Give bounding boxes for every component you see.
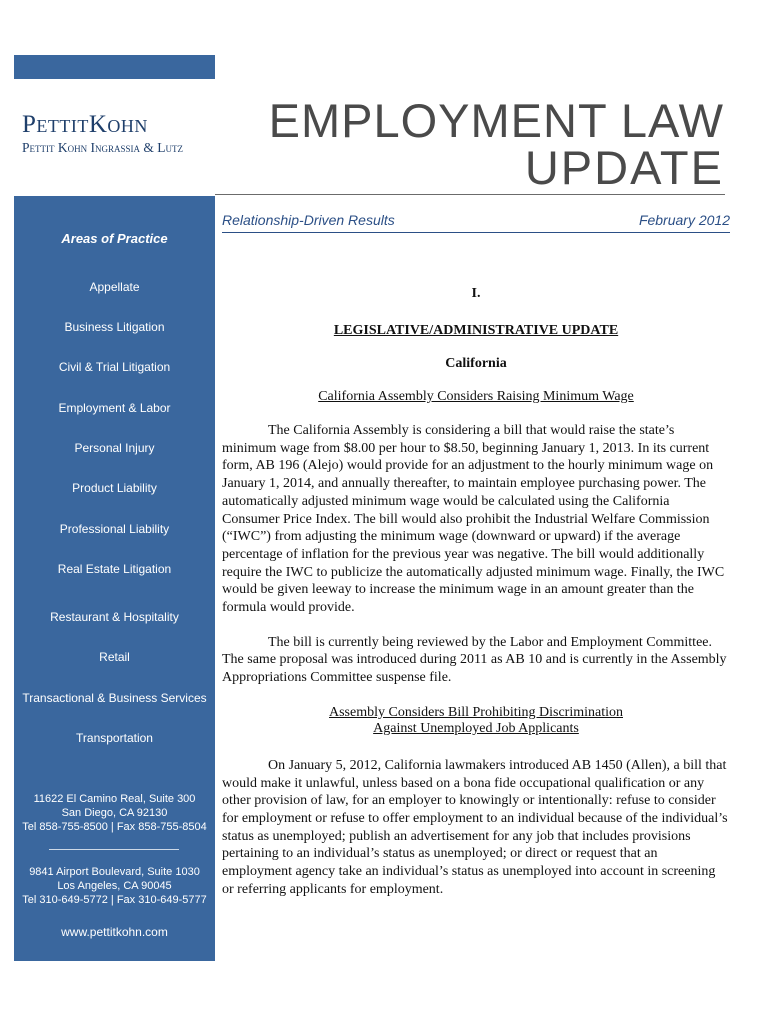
practice-item-business-litigation[interactable]: Business Litigation — [64, 320, 165, 334]
office-los-angeles-city: Los Angeles, CA 90045 — [57, 880, 172, 892]
office-san-diego-street: 11622 El Camino Real, Suite 300 — [33, 793, 196, 805]
newsletter-header-row — [222, 212, 730, 233]
top-accent-bar — [14, 55, 215, 79]
office-san-diego-city: San Diego, CA 92130 — [61, 807, 168, 819]
office-los-angeles-phone: Tel 310-649-5772 | Fax 310-649-5777 — [22, 894, 207, 906]
firm-logo — [22, 112, 212, 156]
article-heading-minimum-wage: California Assembly Considers Raising Minimum Wage — [318, 389, 634, 404]
office-san-diego-phone: Tel 858-755-8500 | Fax 858-755-8504 — [22, 821, 207, 833]
article-paragraph-2: The bill is currently being reviewed by the Labor and Employment Committee. The same proposal was introduced during 2011 as AB 10 and is currently in the Assembly Appropriations Committee suspense file. — [222, 634, 727, 686]
practice-item-restaurant-hospitality[interactable]: Restaurant & Hospitality — [50, 610, 179, 624]
section-title: LEGISLATIVE/ADMINISTRATIVE UPDATE — [333, 323, 619, 338]
practice-item-professional-liability[interactable]: Professional Liability — [59, 522, 170, 536]
logo-sub-text: Pettit Kohn Ingrassia & Lutz — [22, 140, 183, 155]
practice-item-civil-trial-litigation[interactable]: Civil & Trial Litigation — [58, 360, 171, 374]
tagline: Relationship-Driven Results — [222, 212, 395, 228]
article-body — [222, 280, 730, 898]
issue-date: February 2012 — [638, 212, 730, 228]
practice-item-transactional-business[interactable]: Transactional & Business Services — [22, 691, 207, 705]
office-san-diego — [14, 792, 215, 834]
office-divider — [49, 849, 179, 850]
practice-item-appellate[interactable]: Appellate — [89, 280, 140, 294]
practice-item-transportation[interactable]: Transportation — [76, 731, 153, 745]
website-link[interactable]: www.pettitkohn.com — [61, 925, 168, 939]
article-paragraph-1: The California Assembly is considering a bill that would raise the state’s minimum wage from $8.00 per hour to $8.50, beginning January 1, 2013. In its current form, AB 196 (Alejo) would provide for an adjustment to the hourly minimum wage on January 1, 2014, and annually thereafter, to maintain employee purchasing power. The automatically adjusted minimum wage would be calculated using the California Consumer Price Index. The bill would also prohibit the Industrial Welfare Commission (“IWC”) from adjusting the minimum wage (downward or upward) if the average percentage of inflation for the previous year was negative. The bill would additionally require the IWC to publicize the automatically adjusted minimum wage. Finally, the IWC would be given leeway to increase the minimum wage in an amount greater than the formula would provide. — [222, 423, 725, 616]
masthead-title-line2: UPDATE — [524, 141, 724, 194]
masthead-title-line1: EMPLOYMENT LAW — [268, 94, 724, 147]
practice-item-personal-injury[interactable]: Personal Injury — [74, 441, 155, 455]
sidebar-title: Areas of Practice — [61, 231, 168, 246]
logo-main-text: PettitKohn — [22, 111, 148, 138]
practice-item-employment-labor[interactable]: Employment & Labor — [58, 401, 171, 415]
office-los-angeles-street: 9841 Airport Boulevard, Suite 1030 — [29, 866, 200, 878]
masthead-divider — [215, 194, 725, 195]
section-number: I. — [471, 286, 481, 301]
practice-item-product-liability[interactable]: Product Liability — [72, 481, 157, 495]
office-los-angeles — [14, 865, 215, 907]
article-heading-discrimination-line2: Against Unemployed Job Applicants — [373, 720, 579, 736]
state-heading: California — [445, 356, 507, 371]
practice-item-retail[interactable]: Retail — [99, 650, 130, 664]
article-heading-discrimination-line1: Assembly Considers Bill Prohibiting Discrimination — [329, 704, 623, 720]
article-paragraph-3: On January 5, 2012, California lawmakers introduced AB 1450 (Allen), a bill that would make it unlawful, unless based on a bona fide occupational qualification or any other provision of law, for an employer to knowingly or intentionally: refuse to consider for employment or refuse to offer employment to an individual because of the individual’s status as unemployed; publish an advertisement for any job that includes provisions pertaining to an individual’s status as unemployed; or direct or request that an employment agency take an individual’s status as unemployed into account in screening or referring applicants for employment. — [222, 757, 728, 897]
sidebar — [14, 196, 215, 961]
practice-item-real-estate-litigation[interactable]: Real Estate Litigation — [57, 562, 172, 576]
